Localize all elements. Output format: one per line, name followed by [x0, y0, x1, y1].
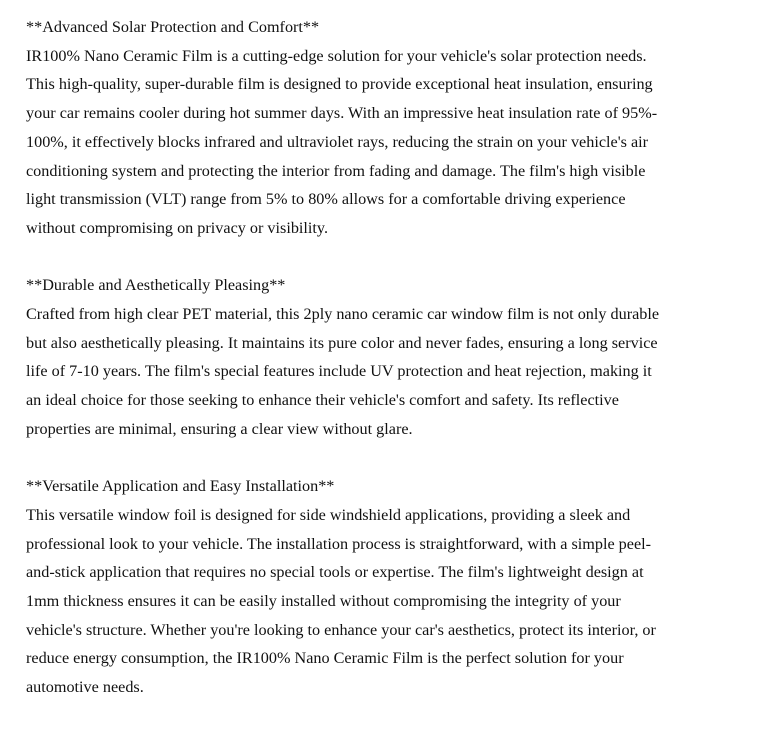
paragraph-line: but also aesthetically pleasing. It maintains its pure color and never fades, ensuring a long service: [26, 333, 658, 352]
paragraph-line: Crafted from high clear PET material, this 2ply nano ceramic car window film is not only durable: [26, 305, 660, 324]
paragraph-line: an ideal choice for those seeking to enhance their vehicle's comfort and safety. Its reflective: [26, 391, 619, 410]
paragraph-line: light transmission (VLT) range from 5% to 80% allows for a comfortable driving experience: [26, 190, 626, 209]
section-durable-aesthetic: [26, 271, 761, 443]
section-heading: **Advanced Solar Protection and Comfort**: [26, 18, 320, 36]
paragraph-line: conditioning system and protecting the interior from fading and damage. The film's high visible: [26, 161, 646, 180]
section-solar-protection: [26, 13, 761, 243]
paragraph-line: your car remains cooler during hot summer days. With an impressive heat insulation rate of 95%-: [26, 104, 658, 123]
paragraph-line: 1mm thickness ensures it can be easily installed without compromising the integrity of your: [26, 592, 621, 611]
section-paragraph: [26, 42, 761, 243]
paragraph-line: 100%, it effectively blocks infrared and ultraviolet rays, reducing the strain on your vehicle's air: [26, 132, 649, 151]
paragraph-line: IR100% Nano Ceramic Film is a cutting-edge solution for your vehicle's solar protection needs.: [26, 46, 647, 65]
paragraph-line: and-stick application that requires no special tools or expertise. The film's lightweight design at: [26, 563, 644, 582]
paragraph-line: This versatile window foil is designed for side windshield applications, providing a sleek and: [26, 505, 631, 524]
paragraph-line: life of 7-10 years. The film's special features include UV protection and heat rejection, making it: [26, 362, 652, 381]
paragraph-line: professional look to your vehicle. The installation process is straightforward, with a simple peel-: [26, 534, 652, 553]
section-paragraph: [26, 501, 761, 702]
document-body: [26, 13, 761, 702]
section-heading: **Durable and Aesthetically Pleasing**: [26, 276, 286, 295]
paragraph-line: This high-quality, super-durable film is designed to provide exceptional heat insulation, ensuring: [26, 75, 653, 94]
paragraph-line: without compromising on privacy or visibility.: [26, 218, 328, 237]
paragraph-line: reduce energy consumption, the IR100% Nano Ceramic Film is the perfect solution for your: [26, 649, 624, 668]
section-paragraph: [26, 300, 761, 444]
section-installation: [26, 472, 761, 702]
paragraph-line: vehicle's structure. Whether you're looking to enhance your car's aesthetics, protect its interior, or: [26, 620, 656, 639]
paragraph-line: properties are minimal, ensuring a clear view without glare.: [26, 419, 413, 438]
section-heading: **Versatile Application and Easy Installation**: [26, 477, 335, 496]
paragraph-line: automotive needs.: [26, 678, 144, 697]
